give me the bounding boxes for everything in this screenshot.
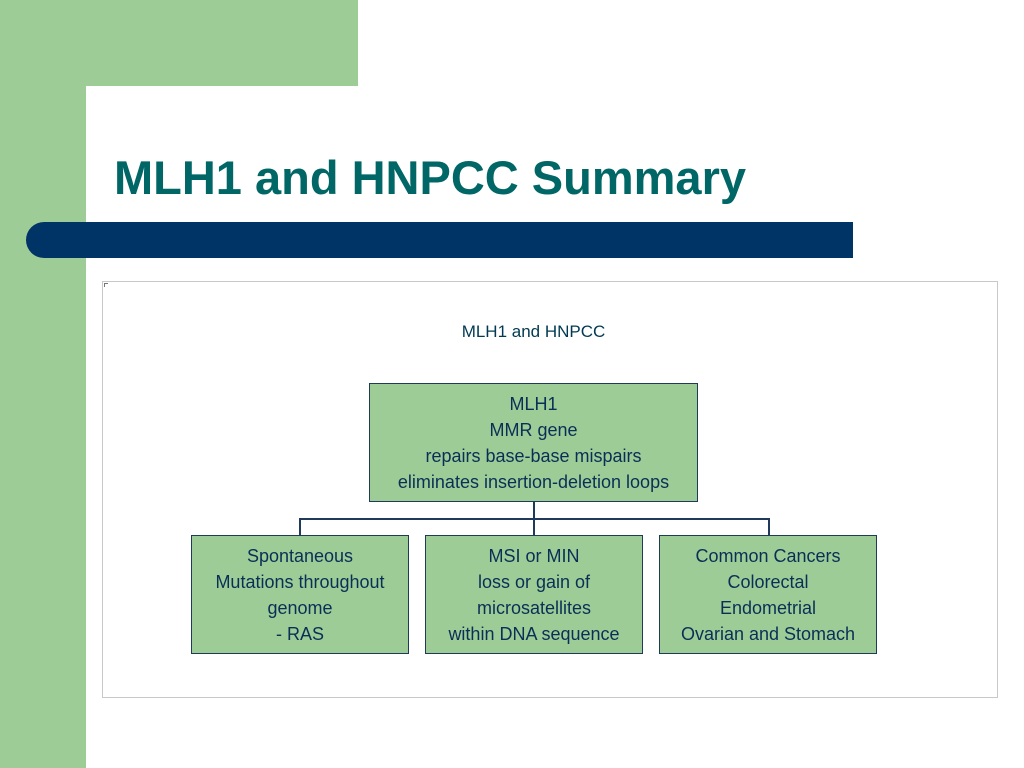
node-line: within DNA sequence bbox=[448, 623, 620, 644]
diagram-title: MLH1 and HNPCC bbox=[461, 322, 606, 341]
node-line: MSI or MIN bbox=[488, 545, 580, 566]
node-line: Endometrial bbox=[719, 597, 817, 618]
node-line: Spontaneous bbox=[246, 545, 354, 566]
child-node-msi bbox=[425, 535, 643, 654]
node-line: eliminates insertion-deletion loops bbox=[397, 471, 670, 492]
node-line: genome bbox=[267, 597, 333, 618]
node-line: Colorectal bbox=[727, 571, 809, 592]
node-line: loss or gain of bbox=[477, 571, 591, 592]
node-line: repairs base-base mispairs bbox=[425, 445, 642, 466]
slide-title: MLH1 and HNPCC Summary bbox=[114, 151, 746, 204]
node-line: Common Cancers bbox=[695, 545, 841, 566]
node-line: Mutations throughout bbox=[215, 571, 385, 592]
connector-right-down bbox=[768, 518, 770, 535]
child-node-common-cancers bbox=[659, 535, 877, 654]
node-line: microsatellites bbox=[476, 597, 592, 618]
top-decorative-block bbox=[0, 0, 358, 86]
left-decorative-bar bbox=[0, 0, 86, 768]
connector-center-down bbox=[533, 518, 535, 535]
root-node-mlh1 bbox=[369, 383, 698, 502]
connector-root-down bbox=[533, 502, 535, 519]
frame-corner-marker bbox=[104, 283, 108, 287]
diagram-frame bbox=[102, 281, 998, 698]
child-node-spontaneous bbox=[191, 535, 409, 654]
node-line: Ovarian and Stomach bbox=[680, 623, 856, 644]
title-underline-bar bbox=[26, 222, 853, 258]
node-line: - RAS bbox=[275, 623, 324, 644]
node-line: MLH1 bbox=[509, 393, 558, 414]
node-line: MMR gene bbox=[489, 419, 578, 440]
connector-left-down bbox=[299, 518, 301, 535]
